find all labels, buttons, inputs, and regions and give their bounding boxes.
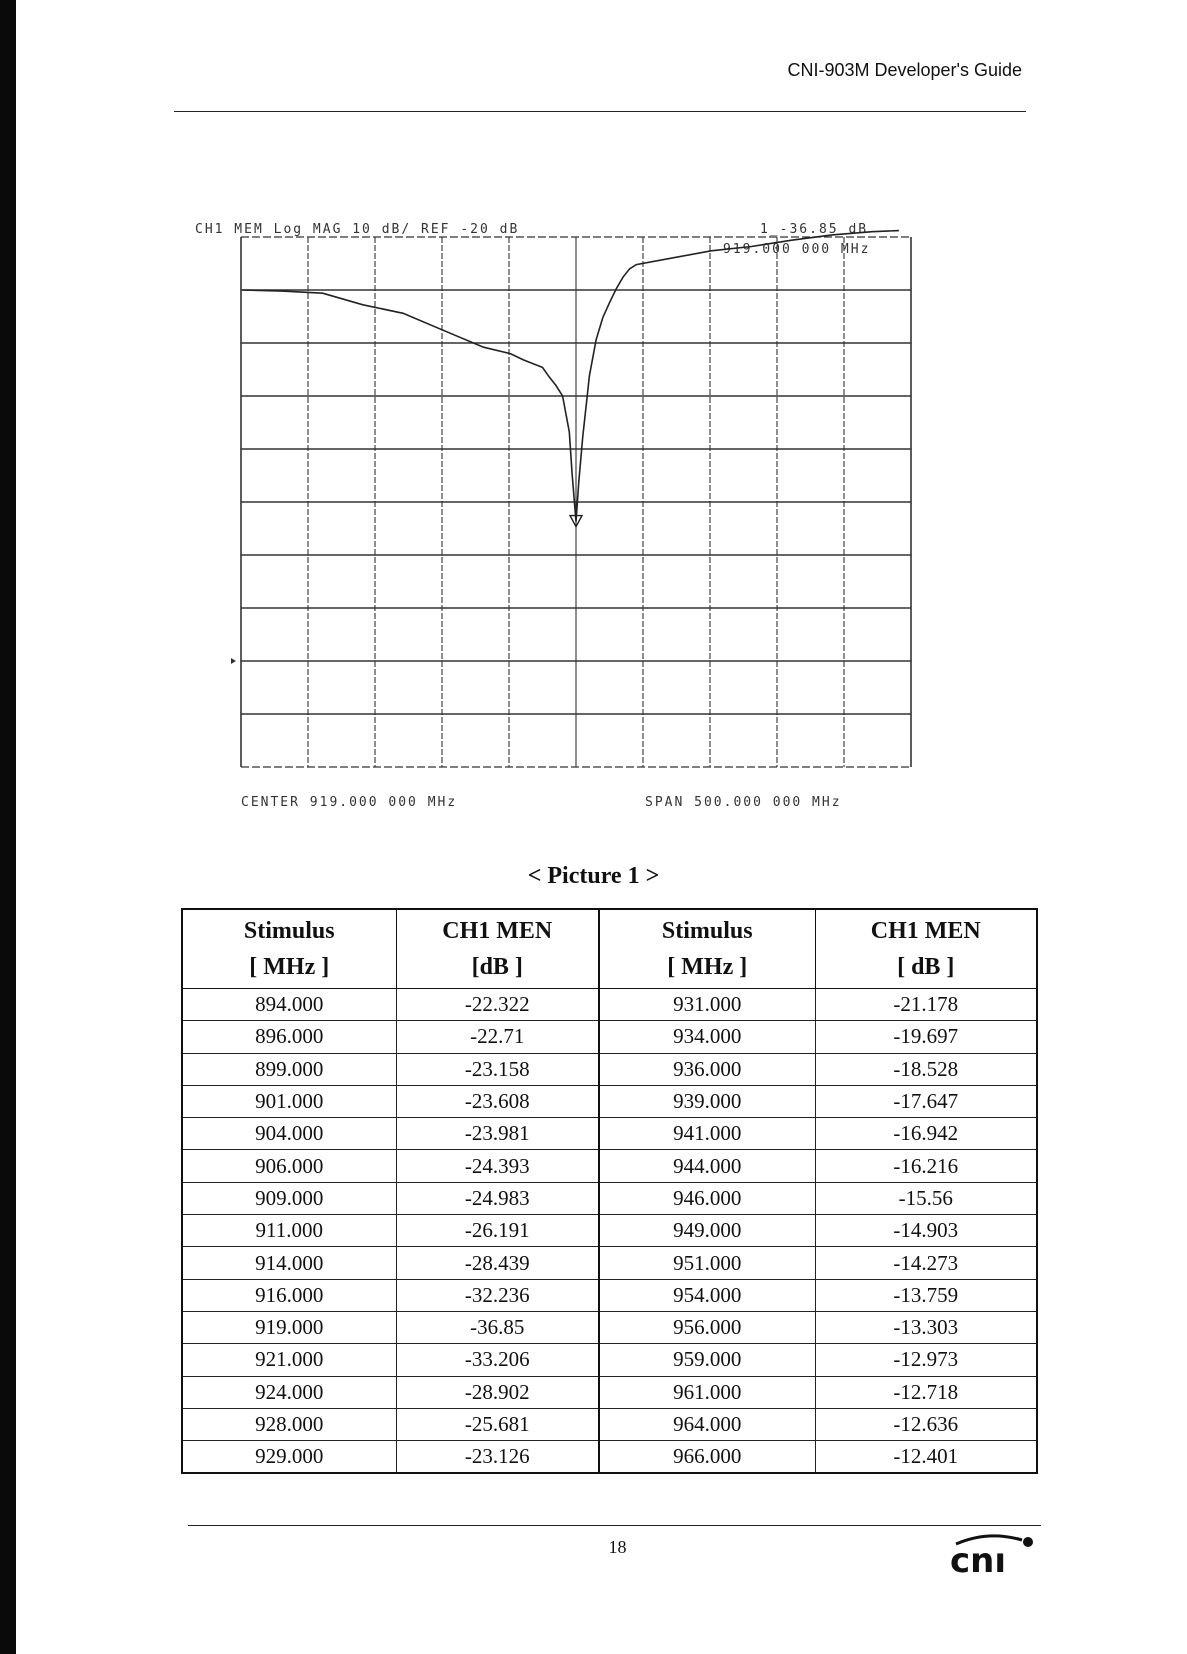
table-cell: -16.942: [815, 1118, 1037, 1150]
header-stimulus-left: Stimulus [ MHz ]: [182, 909, 396, 989]
document-header-title: CNI-903M Developer's Guide: [787, 60, 1022, 80]
table-cell: -19.697: [815, 1021, 1037, 1053]
table-cell: -12.636: [815, 1408, 1037, 1440]
table-row: [182, 1118, 1037, 1150]
page-number: 18: [608, 1537, 627, 1557]
table-cell: 944.000: [599, 1150, 815, 1182]
table-cell: 916.000: [182, 1279, 396, 1311]
table-cell: 966.000: [599, 1441, 815, 1474]
table-cell: -12.718: [815, 1376, 1037, 1408]
table-row: [182, 1215, 1037, 1247]
table-cell: 901.000: [182, 1085, 396, 1117]
table-cell: 921.000: [182, 1344, 396, 1376]
table-cell: -24.393: [396, 1150, 599, 1182]
table-cell: -14.903: [815, 1215, 1037, 1247]
table-cell: -21.178: [815, 989, 1037, 1021]
table-cell: 936.000: [599, 1053, 815, 1085]
table-cell: -28.439: [396, 1247, 599, 1279]
table-cell: 899.000: [182, 1053, 396, 1085]
table-cell: 909.000: [182, 1182, 396, 1214]
table-cell: 928.000: [182, 1408, 396, 1440]
header-rule: [174, 111, 1026, 112]
table-row: [182, 1279, 1037, 1311]
table-cell: -16.216: [815, 1150, 1037, 1182]
table-cell: -26.191: [396, 1215, 599, 1247]
header-ch1-left: CH1 MEN [dB ]: [396, 909, 599, 989]
table-row: [182, 1408, 1037, 1440]
table-row: [182, 989, 1037, 1021]
table-cell: -32.236: [396, 1279, 599, 1311]
table-cell: 924.000: [182, 1376, 396, 1408]
table-cell: -12.973: [815, 1344, 1037, 1376]
table-cell: 896.000: [182, 1021, 396, 1053]
table-cell: -17.647: [815, 1085, 1037, 1117]
table-cell: -23.981: [396, 1118, 599, 1150]
table-cell: -18.528: [815, 1053, 1037, 1085]
table-row: [182, 1150, 1037, 1182]
table-cell: 951.000: [599, 1247, 815, 1279]
table-cell: -12.401: [815, 1441, 1037, 1474]
table-cell: -22.322: [396, 989, 599, 1021]
table-cell: -25.681: [396, 1408, 599, 1440]
table-cell: 911.000: [182, 1215, 396, 1247]
table-row: [182, 1311, 1037, 1343]
header-stimulus-right: Stimulus [ MHz ]: [599, 909, 815, 989]
measurement-table: [181, 908, 1038, 1474]
table-row: [182, 1441, 1037, 1474]
table-cell: -28.902: [396, 1376, 599, 1408]
binding-edge: [0, 0, 16, 1654]
center-frequency-label: CENTER 919.000 000 MHz: [241, 795, 458, 810]
table-row: [182, 1247, 1037, 1279]
analyzer-chart: [195, 210, 975, 820]
table-cell: -23.158: [396, 1053, 599, 1085]
span-label: SPAN 500.000 000 MHz: [645, 795, 842, 810]
table-cell: -23.126: [396, 1441, 599, 1474]
table-cell: 919.000: [182, 1311, 396, 1343]
table-cell: 954.000: [599, 1279, 815, 1311]
svg-text:cnı: cnı: [950, 1541, 1007, 1574]
marker-symbol: [231, 516, 582, 664]
marker-frequency: 919.000 000 MHz: [723, 242, 871, 257]
table-row: [182, 1376, 1037, 1408]
table-cell: 946.000: [599, 1182, 815, 1214]
table-cell: 914.000: [182, 1247, 396, 1279]
table-cell: -33.206: [396, 1344, 599, 1376]
table-row: [182, 1021, 1037, 1053]
table-cell: 949.000: [599, 1215, 815, 1247]
chart-grid: [241, 237, 911, 767]
table-cell: 906.000: [182, 1150, 396, 1182]
table-cell: -15.56: [815, 1182, 1037, 1214]
table-cell: 939.000: [599, 1085, 815, 1117]
trace-line: [242, 231, 899, 522]
chart-title: CH1 MEM Log MAG 10 dB/ REF -20 dB: [195, 222, 520, 237]
table-cell: 959.000: [599, 1344, 815, 1376]
table-row: [182, 1344, 1037, 1376]
table-cell: -24.983: [396, 1182, 599, 1214]
table-cell: 894.000: [182, 989, 396, 1021]
table-cell: -13.303: [815, 1311, 1037, 1343]
table-cell: -23.608: [396, 1085, 599, 1117]
reference-position-tick: [231, 658, 236, 664]
table-cell: 934.000: [599, 1021, 815, 1053]
table-cell: -22.71: [396, 1021, 599, 1053]
header-ch1-right: CH1 MEN [ dB ]: [815, 909, 1037, 989]
table-row: [182, 1182, 1037, 1214]
table-cell: -14.273: [815, 1247, 1037, 1279]
footer-rule: [188, 1525, 1041, 1526]
cni-logo: [948, 1528, 1038, 1574]
table-cell: 941.000: [599, 1118, 815, 1150]
table-cell: 964.000: [599, 1408, 815, 1440]
table-cell: 956.000: [599, 1311, 815, 1343]
marker-readout: 1_-36.85 dB: [760, 222, 869, 237]
table-cell: 961.000: [599, 1376, 815, 1408]
table-cell: 931.000: [599, 989, 815, 1021]
table-row: [182, 1053, 1037, 1085]
table-header-row: [182, 909, 1037, 989]
table-cell: 904.000: [182, 1118, 396, 1150]
figure-caption: < Picture 1 >: [527, 863, 660, 889]
table-cell: -13.759: [815, 1279, 1037, 1311]
analyzer-chart-svg: [195, 210, 975, 820]
table-row: [182, 1085, 1037, 1117]
table-cell: 929.000: [182, 1441, 396, 1474]
table-cell: -36.85: [396, 1311, 599, 1343]
